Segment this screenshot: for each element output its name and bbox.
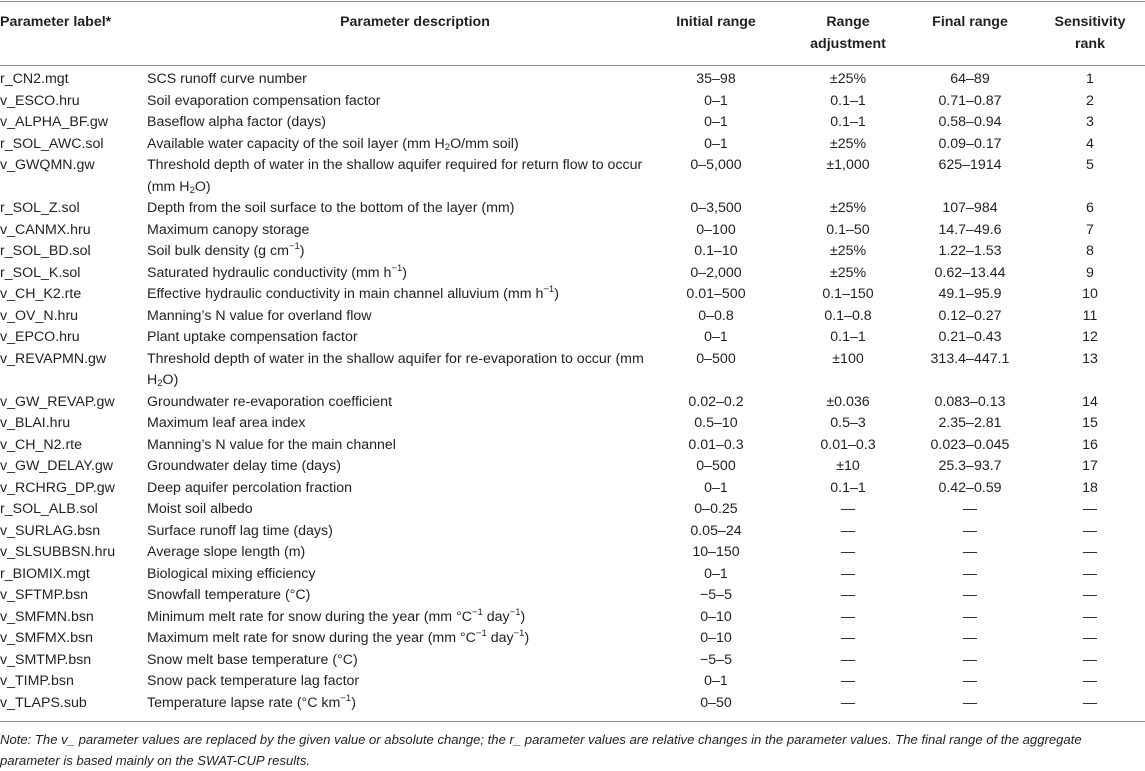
cell-rank: — — [1082, 630, 1098, 646]
cell-final: 0.62–13.44 — [934, 264, 1006, 281]
cell-initial: −5–5 — [700, 587, 732, 603]
cell-rank: 18 — [1082, 479, 1098, 496]
cell-label: v_GW_DELAY.gw — [0, 458, 114, 474]
cell-adjustment: 0.1–1 — [830, 479, 866, 496]
cell-initial: 0–1 — [704, 673, 728, 689]
cell-adjustment: ±0.036 — [826, 393, 870, 410]
cell-adjustment: ±25% — [829, 264, 867, 281]
cell-rank: — — [1082, 544, 1098, 560]
cell-rank: 3 — [1086, 114, 1094, 130]
cell-adjustment: — — [840, 587, 856, 603]
cell-rank: — — [1082, 501, 1098, 517]
cell-adjustment: — — [840, 608, 856, 625]
cell-label: v_OV_N.hru — [0, 307, 79, 324]
cell-adjustment: 0.1–1 — [830, 114, 866, 130]
cell-final: 0.58–0.94 — [938, 114, 1002, 130]
cell-description: Snow melt base temperature (°C) — [147, 651, 358, 668]
cell-description: Effective hydraulic conductivity in main channel alluvium (mm $h^{-1}$) — [147, 284, 559, 302]
cell-label: v_GW_REVAP.gw — [0, 393, 115, 410]
cell-description: Deep aquifer percolation fraction — [147, 479, 353, 496]
cell-description: Snow pack temperature lag factor — [147, 673, 360, 689]
cell-final: 25.3–93.7 — [938, 458, 1002, 474]
cell-rank: — — [1082, 651, 1098, 668]
cell-description: Biological mixing efficiency — [147, 565, 316, 582]
cell-final: — — [962, 608, 978, 625]
cell-adjustment: — — [840, 544, 856, 560]
cell-description: Groundwater delay time (days) — [147, 458, 341, 474]
cell-final: — — [962, 673, 978, 689]
cell-final: 313.4–447.1 — [930, 350, 1010, 367]
cell-initial: 0–1 — [704, 479, 728, 496]
cell-adjustment: — — [840, 673, 856, 689]
cell-label: r_SOL_ALB.sol — [0, 501, 98, 517]
cell-description: Available water capacity of the soil layer (mm $H_2O/mm$ soil) — [147, 135, 519, 153]
cell-label: v_TLAPS.sub — [0, 694, 87, 711]
cell-label: v_GWQMN.gw — [0, 157, 95, 173]
cell-initial: 0–0.25 — [694, 501, 738, 517]
cell-adjustment: 0.1–1 — [830, 329, 866, 345]
cell-rank: 8 — [1086, 243, 1094, 259]
cell-rank: 2 — [1086, 92, 1094, 109]
cell-label: v_ALPHA_BF.gw — [0, 114, 109, 130]
cell-description: Maximum canopy storage — [147, 221, 310, 238]
cell-initial: −5–5 — [700, 651, 732, 668]
cell-rank: — — [1082, 694, 1098, 711]
cell-label: v_SMFMN.bsn — [0, 608, 94, 625]
header-final-range: Final range — [932, 14, 1008, 30]
cell-description: Saturated hydraulic conductivity (mm $h^{-1}$) — [147, 262, 408, 281]
cell-rank: 6 — [1086, 200, 1094, 216]
cell-adjustment: ±25% — [829, 135, 867, 152]
cell-adjustment: ±25% — [829, 243, 867, 259]
cell-description: SCS runoff curve number — [147, 71, 307, 87]
cell-label: v_CH_N2.rte — [0, 436, 83, 453]
cell-initial: 0.1–10 — [694, 243, 738, 259]
cell-rank: — — [1082, 565, 1098, 582]
cell-initial: 0–1 — [704, 92, 728, 109]
header-rule — [0, 65, 1145, 66]
cell-final: 0.42–0.59 — [938, 479, 1002, 496]
header-parameter-description: Parameter description — [340, 14, 490, 30]
cell-adjustment: — — [840, 651, 856, 668]
cell-adjustment: 0.1–0.8 — [824, 307, 872, 324]
cell-rank: 1 — [1086, 71, 1094, 87]
cell-label: v_EPCO.hru — [0, 329, 80, 345]
cell-final: — — [962, 630, 978, 646]
cell-description: Snowfall temperature (°C) — [147, 587, 311, 603]
cell-description: Surface runoff lag time (days) — [147, 522, 333, 539]
cell-description: Maximum melt rate for snow during the year (mm $^\circ C^{-1}$ day$^{-1}$) — [147, 628, 530, 646]
cell-rank: 9 — [1086, 264, 1094, 281]
cell-final: — — [962, 587, 978, 603]
cell-description: Depth from the soil surface to the bottom of the layer (mm) — [147, 200, 515, 216]
header-range-adjustment: Range adjustment — [810, 14, 886, 52]
cell-description: Soil evaporation compensation factor — [147, 92, 381, 109]
cell-rank: 14 — [1082, 393, 1098, 410]
cell-label: r_BIOMIX.mgt — [0, 565, 90, 582]
cell-final: 0.21–0.43 — [938, 329, 1002, 345]
cell-initial: 0.5–10 — [694, 415, 738, 431]
cell-initial: 0–50 — [700, 694, 732, 711]
cell-rank: — — [1082, 608, 1098, 625]
cell-initial: 0–0.8 — [698, 307, 734, 324]
cell-label: v_ESCO.hru — [0, 92, 80, 109]
cell-adjustment: ±25% — [829, 200, 867, 216]
cell-final: 0.09–0.17 — [938, 135, 1002, 152]
cell-adjustment: — — [840, 522, 856, 539]
cell-description: Threshold depth of water in the shallow aquifer for re-evaporation to occur (mm $H_2O$) — [147, 350, 644, 389]
cell-initial: 0–10 — [700, 630, 732, 646]
cell-rank: 13 — [1082, 350, 1098, 367]
cell-final: 2.35–2.81 — [938, 415, 1002, 431]
cell-initial: 0–10 — [700, 608, 732, 625]
cell-rank: 7 — [1086, 221, 1094, 238]
cell-adjustment: 0.1–150 — [822, 286, 874, 302]
cell-label: v_BLAI.hru — [0, 415, 71, 431]
cell-initial: 0–1 — [704, 114, 728, 130]
cell-adjustment: — — [840, 630, 856, 646]
cell-label: r_SOL_K.sol — [0, 264, 81, 281]
cell-label: r_SOL_Z.sol — [0, 200, 80, 216]
cell-adjustment: — — [840, 694, 856, 711]
cell-description: Soil bulk density (g $cm^{-1}$) — [147, 241, 305, 259]
cell-description: Baseflow alpha factor (days) — [147, 114, 327, 130]
cell-final: 14.7–49.6 — [938, 221, 1002, 238]
cell-label: r_CN2.mgt — [0, 71, 69, 87]
cell-rank: 11 — [1082, 307, 1098, 324]
cell-rank: 15 — [1082, 415, 1098, 431]
cell-label: v_SMFMX.bsn — [0, 630, 94, 646]
cell-initial: 0.05–24 — [690, 522, 742, 539]
cell-label: r_SOL_AWC.sol — [0, 135, 104, 152]
cell-adjustment: 0.1–1 — [830, 92, 866, 109]
cell-rank: 12 — [1082, 329, 1098, 345]
cell-initial: 0–3,500 — [690, 200, 742, 216]
header-initial-range: Initial range — [676, 14, 756, 30]
cell-rank: — — [1082, 522, 1098, 539]
cell-final: — — [962, 651, 978, 668]
cell-adjustment: 0.5–3 — [830, 415, 866, 431]
cell-initial: 0.01–500 — [686, 286, 746, 302]
cell-label: v_SLSUBBSN.hru — [0, 544, 116, 560]
cell-label: v_SURLAG.bsn — [0, 522, 101, 539]
cell-label: v_REVAPMN.gw — [0, 350, 107, 367]
cell-label: v_CANMX.hru — [0, 221, 91, 238]
cell-description: Plant uptake compensation factor — [147, 329, 358, 345]
cell-description: Manning’s N value for the main channel — [147, 436, 396, 453]
cell-description: Moist soil albedo — [147, 501, 253, 517]
cell-label: v_RCHRG_DP.gw — [0, 479, 115, 496]
cell-label: v_CH_K2.rte — [0, 286, 82, 302]
cell-initial: 0–500 — [696, 458, 736, 474]
cell-final: 0.12–0.27 — [938, 307, 1002, 324]
cell-description: Manning’s N value for overland flow — [147, 307, 372, 324]
cell-initial: 0–500 — [696, 350, 736, 367]
cell-initial: 10–150 — [692, 544, 740, 560]
cell-final: 0.71–0.87 — [938, 92, 1002, 109]
cell-description: Threshold depth of water in the shallow aquifer required for return flow to occur (mm $H_2O$) — [147, 157, 643, 196]
cell-adjustment: 0.01–0.3 — [820, 436, 876, 453]
cell-adjustment: 0.1–50 — [826, 221, 870, 238]
cell-initial: 0–1 — [704, 329, 728, 345]
header-sensitivity-rank: Sensitivity rank — [1054, 14, 1126, 52]
cell-initial: 0–5,000 — [690, 157, 742, 173]
cell-initial: 0.02–0.2 — [688, 393, 744, 410]
cell-description: Groundwater re-evaporation coefficient — [147, 393, 393, 410]
table-bottom-rule — [0, 721, 1145, 722]
cell-rank: 17 — [1082, 458, 1098, 474]
cell-final: 0.083–0.13 — [934, 393, 1006, 410]
cell-rank: — — [1082, 673, 1098, 689]
cell-rank: 16 — [1082, 436, 1098, 453]
cell-final: 107–984 — [942, 200, 998, 216]
cell-rank: 5 — [1086, 157, 1094, 173]
table-note: Note: The v_ parameter values are replaced by the given value or absolute change; the r_ parameter values are relative changes in the parameter values. The final range of the aggregate parameter is based mainly on the SWAT-CUP results. — [0, 732, 1082, 768]
header-parameter-label: Parameter label* — [0, 14, 112, 30]
cell-description: Minimum melt rate for snow during the year (mm $^\circ C^{-1}$ day$^{-1}$) — [147, 606, 526, 625]
cell-initial: 0–2,000 — [690, 264, 742, 281]
cell-final: — — [962, 694, 978, 711]
cell-rank: 4 — [1086, 135, 1094, 152]
cell-adjustment: ±1,000 — [826, 157, 870, 173]
cell-final: 625–1914 — [938, 157, 1002, 173]
cell-adjustment: — — [840, 501, 856, 517]
cell-rank: — — [1082, 587, 1098, 603]
cell-initial: 0.01–0.3 — [688, 436, 744, 453]
cell-final: — — [962, 501, 978, 517]
cell-final: — — [962, 565, 978, 582]
cell-adjustment: ±25% — [829, 71, 867, 87]
cell-label: v_TIMP.bsn — [0, 673, 74, 689]
cell-adjustment: ±10 — [836, 458, 860, 474]
cell-final: 64–89 — [950, 71, 990, 87]
cell-final: — — [962, 522, 978, 539]
cell-final: 49.1–95.9 — [938, 286, 1002, 302]
table-top-rule — [0, 1, 1145, 2]
cell-label: r_SOL_BD.sol — [0, 243, 91, 259]
cell-initial: 0–100 — [696, 221, 736, 238]
cell-description: Maximum leaf area index — [147, 415, 306, 431]
cell-final: — — [962, 544, 978, 560]
cell-initial: 0–1 — [704, 135, 728, 152]
cell-initial: 0–1 — [704, 565, 728, 582]
cell-adjustment: ±100 — [832, 350, 864, 367]
cell-description: Temperature lapse rate (°C $km^{-1}$) — [147, 692, 356, 711]
cell-final: 0.023–0.045 — [930, 436, 1010, 453]
cell-final: 1.22–1.53 — [938, 243, 1002, 259]
cell-label: v_SMTMP.bsn — [0, 651, 92, 668]
cell-rank: 10 — [1082, 286, 1098, 302]
cell-label: v_SFTMP.bsn — [0, 587, 89, 603]
cell-description: Average slope length (m) — [147, 544, 306, 560]
cell-adjustment: — — [840, 565, 856, 582]
cell-initial: 35–98 — [696, 71, 736, 87]
